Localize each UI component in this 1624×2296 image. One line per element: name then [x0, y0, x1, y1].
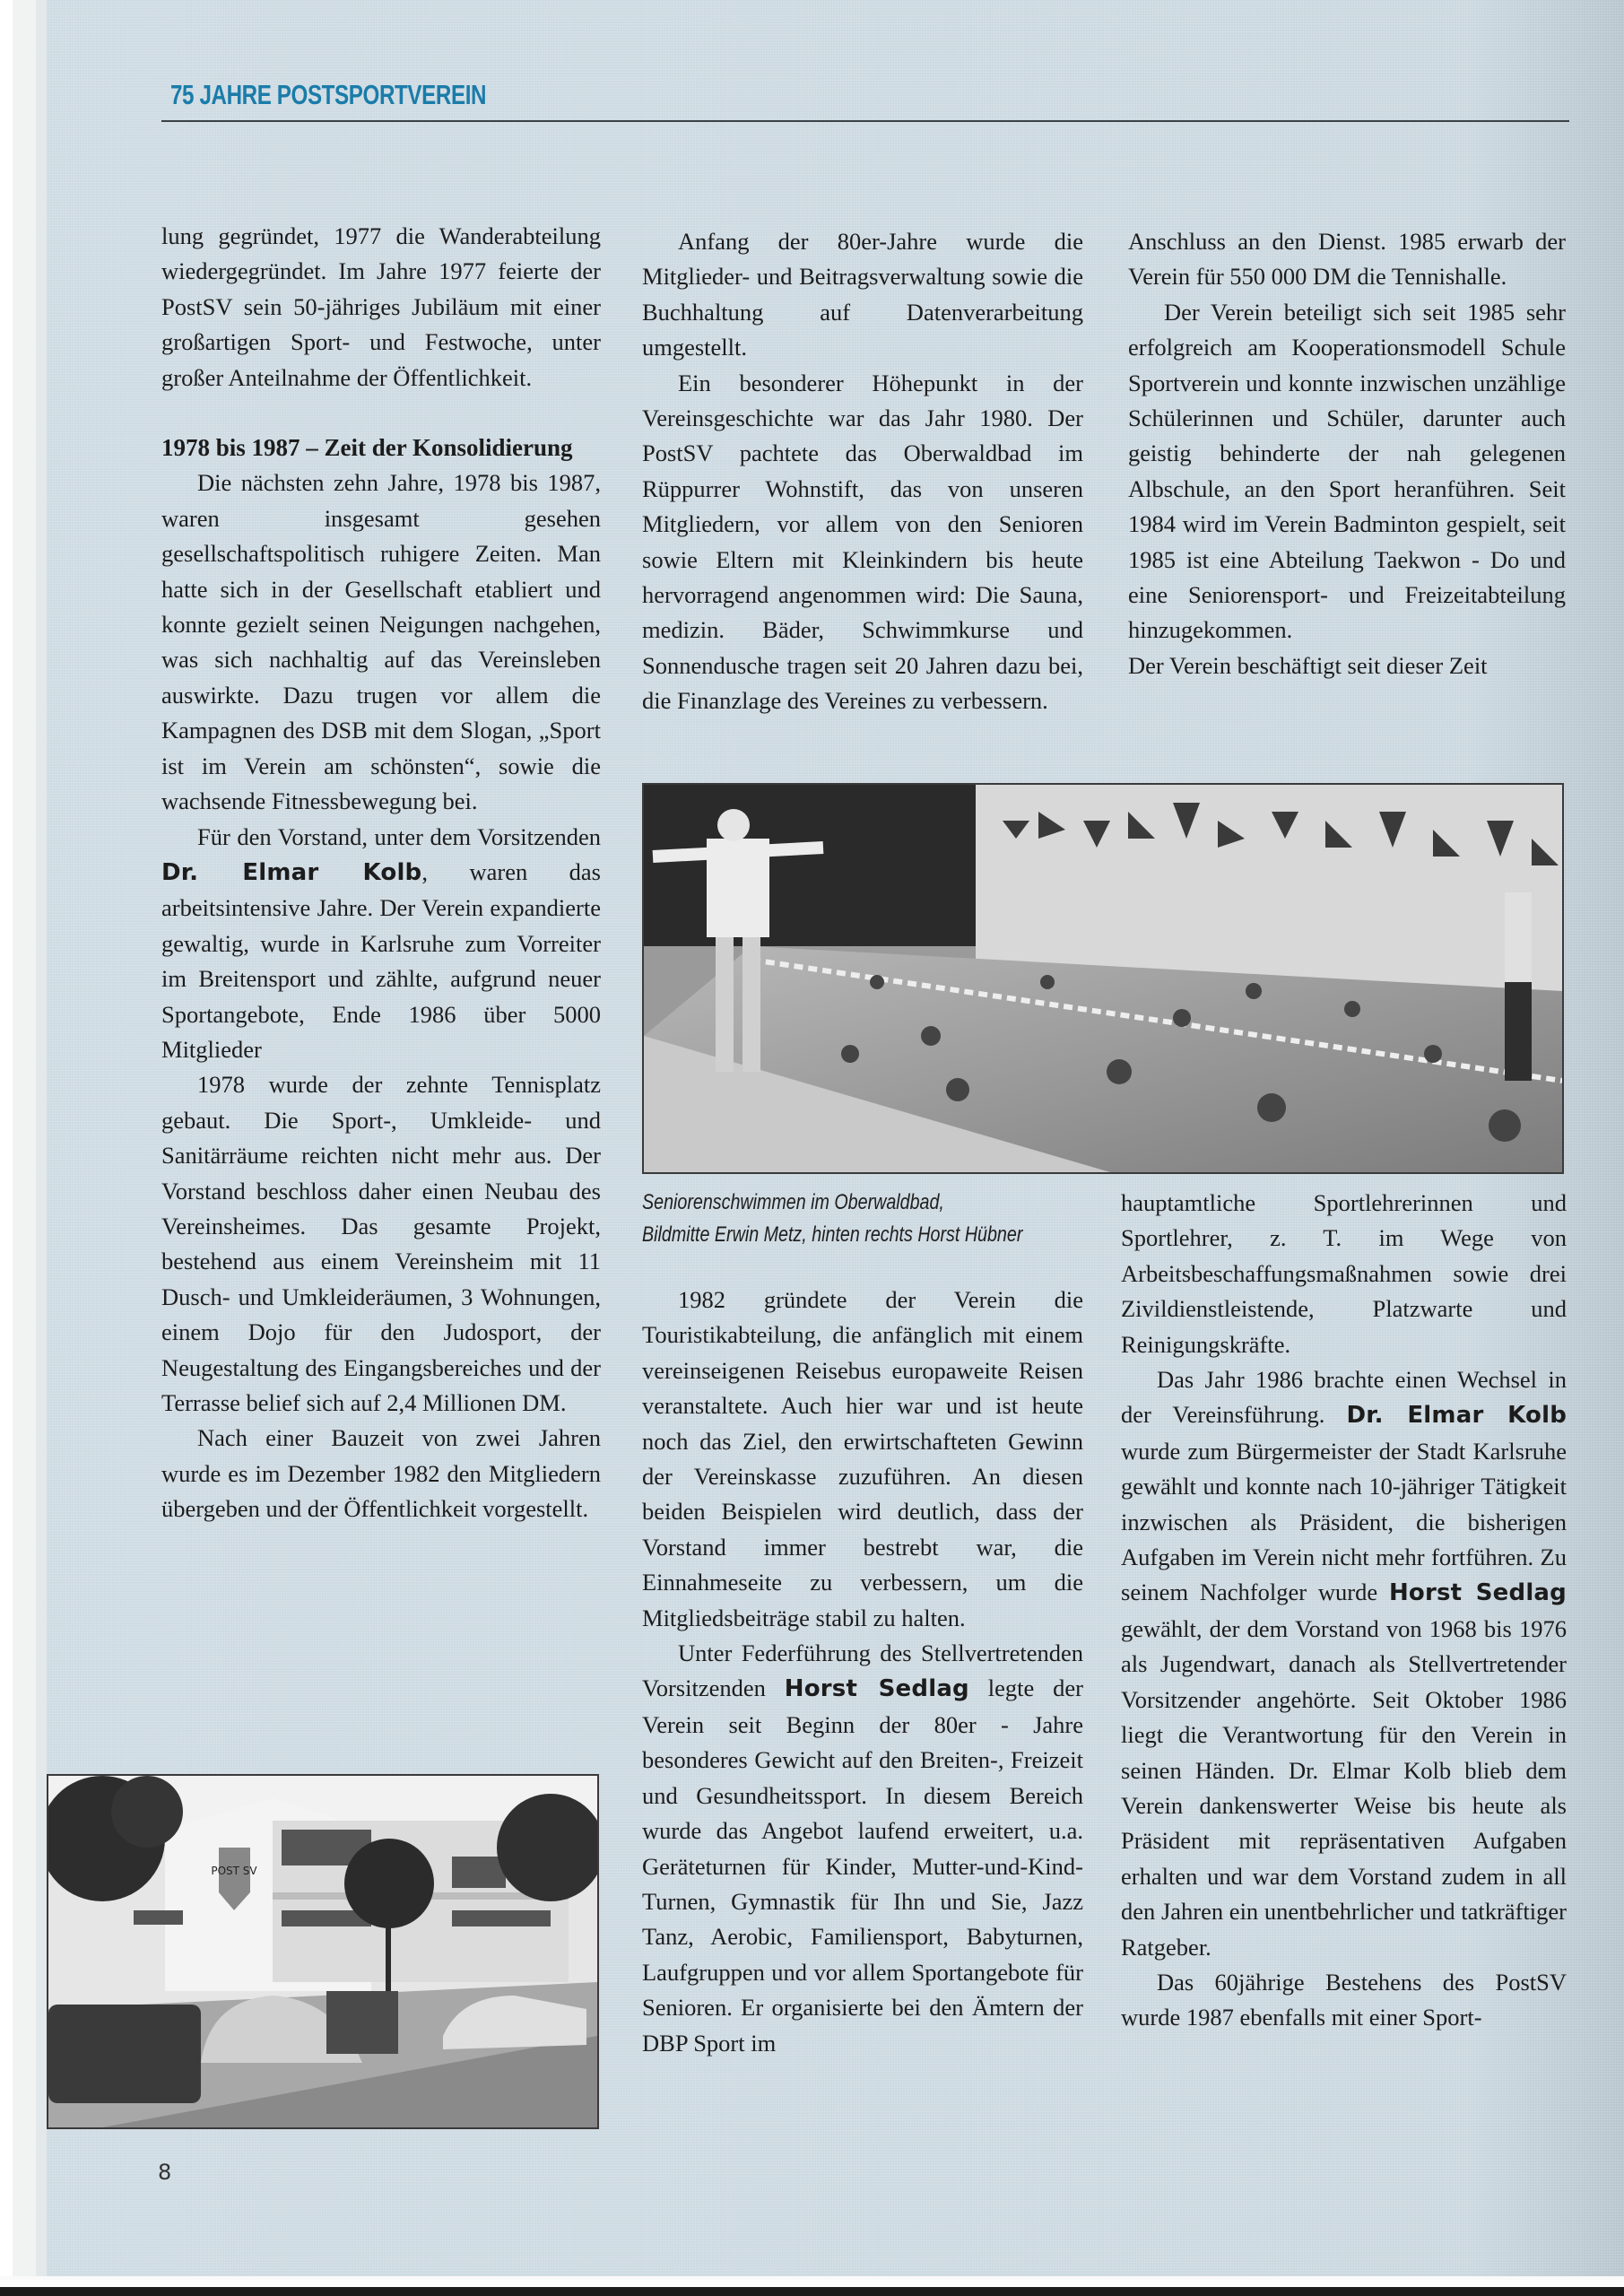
running-header-title: 75 JAHRE POSTSPORTVEREIN [170, 79, 487, 110]
clubhouse-building-image [48, 1776, 597, 2127]
clubhouse-photo [47, 1774, 599, 2129]
swimming-pool-image [644, 785, 1562, 1172]
paragraph: Anfang der 80er-Jahre wurde die Mitglieder- und Beitragsverwaltung sowie die Buchhaltung auf Datenverarbeitung umgestellt. [642, 228, 1083, 361]
column-right-bottom [1121, 1186, 1567, 2036]
paragraph: Nach einer Bauzeit von zwei Jahren wurde es im Dezember 1982 den Mitgliedern übergeben und der Öffentlichkeit vorgestellt. [161, 1424, 601, 1523]
paragraph: Das 60jährige Bestehens des PostSV wurde 1987 ebenfalls mit einer Sport- [1121, 1968, 1567, 2031]
svg-text:POST SV: POST SV [211, 1865, 257, 1877]
scan-left-edge [0, 0, 47, 2276]
paragraph: Der Verein beschäftigt seit dieser Zeit [1128, 651, 1488, 679]
paragraph: Unter Federführung des Stellvertretenden Vorsitzenden Horst Sedlag legte der Verein seit Beginn der 80er - Jahre besonderes Gewicht auf den Breiten-, Freizeit und Gesundheitssport. In diesem Bereich wurde das Angebot laufend erweitert, u.a. Geräteturnen für Kinder, Mutter-und-Kind-Turnen, Gymnastik für Ihn und Sie, Jazz Tanz, Aerobic, Familiensport, Babyturnen, Laufgruppen und vor allem Sportangebote für Senioren. Er organisierte bei den Ämtern der DBP Sport im [642, 1639, 1083, 2057]
person-name: Dr. Elmar Kolb [1346, 1402, 1568, 1430]
column-middle-top [642, 224, 1083, 719]
scan-bottom-edge [0, 2276, 1624, 2296]
section-heading: 1978 bis 1987 – Zeit der Konsolidierung [161, 434, 573, 462]
column-middle-bottom [642, 1283, 1083, 2061]
pool-photo [642, 783, 1564, 1174]
person-name: Horst Sedlag [784, 1675, 969, 1703]
page-number: 8 [158, 2160, 172, 2185]
column-right-top [1128, 224, 1566, 683]
paragraph: hauptamtliche Sportlehrerinnen und Sportlehrer, z. T. im Wege von Arbeitsbeschaffungsmaßnahmen sowie drei Zivildienstleistende, Platzwarte und Reinigungskräfte. [1121, 1189, 1567, 1358]
paragraph: Der Verein beteiligt sich seit 1985 sehr erfolgreich am Kooperationsmodell Schule Sportverein und konnte inzwischen unzählige Schülerinnen und Schüler, darunter auch geistig behinderte der nah gelegenen Albschule, an den Sport heranführen. Seit 1984 wird im Verein Badminton gespielt, seit 1985 ist eine Abteilung Taekwon - Do und eine Seniorensport- und Freizeitabteilung hinzugekommen. [1128, 298, 1566, 644]
paragraph: Das Jahr 1986 brachte einen Wechsel in der Vereinsführung. Dr. Elmar Kolb wurde zum Bürgermeister der Stadt Karlsruhe gewählt und konnte nach 10-jähriger Tätigkeit inzwischen als Präsident, die bisherigen Aufgaben im Verein nicht mehr fortführen. Zu seinem Nachfolger wurde Horst Sedlag gewählt, der dem Vorstand von 1968 bis 1976 als Jugendwart, danach als Stellvertretender Vorsitzender angehörte. Seit Oktober 1986 liegt die Verantwortung für den Verein in seinen Händen. Dr. Elmar Kolb blieb dem Verein dankenswerter Weise bis heute als Präsident mit repräsentativen Aufgaben erhalten und war dem Vorstand zudem in all den Jahren ein unentbehrlicher und tatkräftiger Ratgeber. [1121, 1366, 1568, 1961]
person-name: Dr. Elmar Kolb [161, 858, 422, 886]
pool-photo-caption: Seniorenschwimmen im Oberwaldbad, Bildmitte Erwin Metz, hinten rechts Horst Hübner [642, 1190, 1023, 1247]
paragraph: Für den Vorstand, unter dem Vorsitzenden Dr. Elmar Kolb, waren das arbeitsintensive Jahre. Der Verein expandierte gewaltig, wurde in Karlsruhe zum Vorreiter im Breitensport und zählte, aufgrund neuer Sportangebote, Ende 1986 über 5000 Mitglieder [161, 822, 601, 1063]
paragraph: Anschluss an den Dienst. 1985 erwarb der Verein für 550 000 DM die Tennishalle. [1128, 228, 1566, 291]
paragraph: 1978 wurde der zehnte Tennisplatz gebaut. Die Sport-, Umkleide- und Sanitärräume reichten nicht mehr aus. Der Vorstand beschloss daher einen Neubau des Vereinsheimes. Das gesamte Projekt, bestehend aus einem Vereinsheim mit 11 Dusch- und Umkleideräumen, 3 Wohnungen, einem Dojo für den Judosport, der Neugestaltung des Eingangsbereiches und der Terrasse belief sich auf 2,4 Millionen DM. [161, 1071, 601, 1416]
column-left [161, 219, 601, 1527]
header-rule [161, 120, 1569, 122]
paragraph: Die nächsten zehn Jahre, 1978 bis 1987, waren insgesamt gesehen gesellschaftspolitisch ruhigere Zeiten. Man hatte sich in der Gesellschaft etabliert und konnte gezielt seinen Neigungen nachgehen, was sich nachhaltig auf das Vereinsleben auswirkte. Dazu trugen vor allem die Kampagnen des DSB mit dem Slogan, „Sport ist im Verein am schönsten“, sowie die wachsende Fitnessbewegung bei. [161, 469, 601, 815]
paragraph: Ein besonderer Höhepunkt in der Vereinsgeschichte war das Jahr 1980. Der PostSV pachtete das Oberwaldbad im Rüppurrer Wohnstift, das von unseren Mitgliedern, vor allem von den Senioren sowie Eltern mit Kleinkindern bis heute hervorragend angenommen wird: Die Sauna, medizin. Bäder, Schwimmkurse und Sonnendusche tragen seit 20 Jahren dazu bei, die Finanzlage des Vereines zu verbessern. [642, 369, 1083, 715]
paragraph: 1982 gründete der Verein die Touristikabteilung, die anfänglich mit einem vereinseigenen Reisebus europaweite Reisen veranstaltete. Auch hier war und ist heute noch das Ziel, den erwirtschafteten Gewinn der Vereinskasse zuzuführen. An diesen beiden Beispielen wird deutlich, dass der Vorstand immer bestrebt war, die Einnahmeseite zu verbessern, um die Mitgliedsbeiträge stabil zu halten. [642, 1286, 1083, 1631]
paragraph: lung gegründet, 1977 die Wanderabteilung wiedergegründet. Im Jahre 1977 feierte der PostSV sein 50-jähriges Jubiläum mit einer großartigen Sport- und Festwoche, unter großer Anteilnahme der Öffentlichkeit. [161, 222, 601, 391]
person-name: Horst Sedlag [1388, 1579, 1567, 1607]
